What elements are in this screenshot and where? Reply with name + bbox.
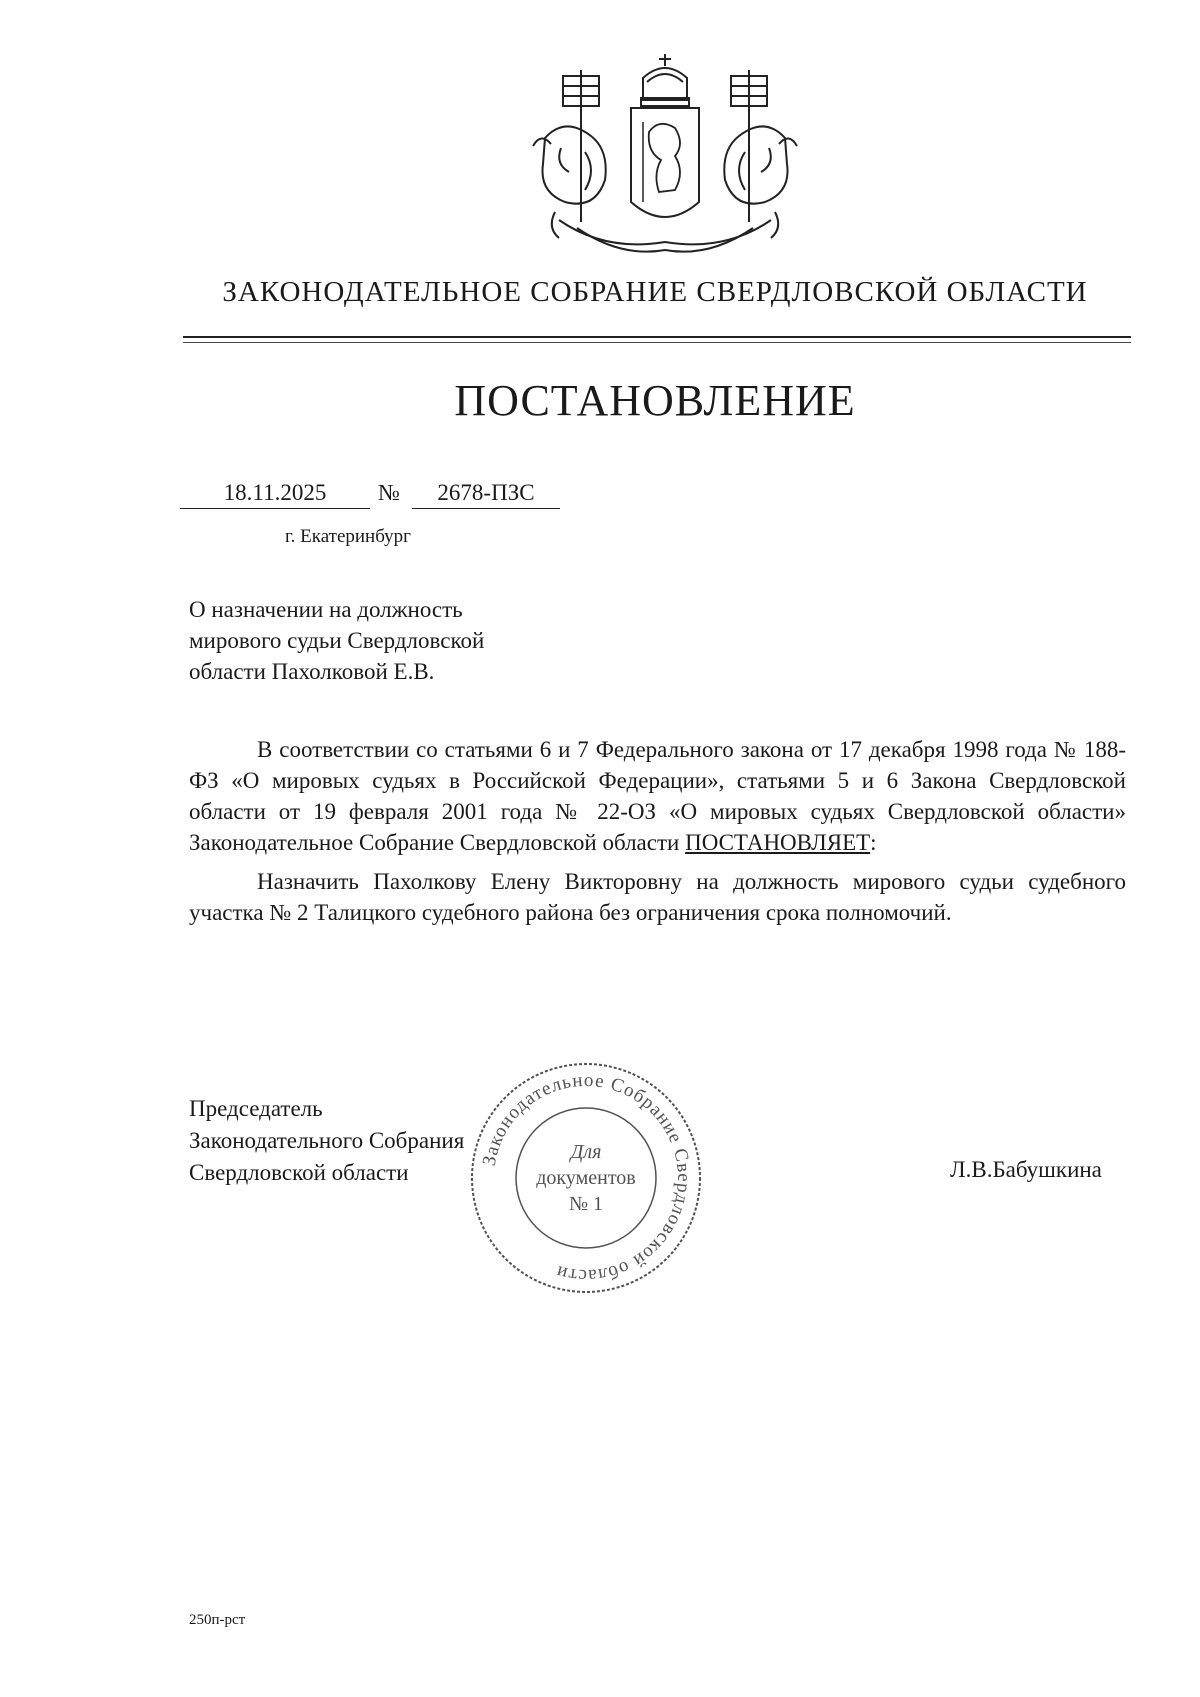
seal-ring-text: Законодательное Собрание Свердловской области [478,1069,695,1287]
paragraph-text: В соответствии со статьями 6 и 7 Федерального закона от 17 декабря 1998 года № 188-ФЗ «О мировых судьях в Российской Федерации», статьями 5 и 6 Закона Свердловской области от 19 февраля 2001 года № 22-ОЗ «О мировых судьях Свердловской области» Законодательное Собрание Свердловской области [189,737,1126,855]
number-sign: № [378,480,400,505]
document-city: г. Екатеринбург [285,526,411,547]
coat-of-arms-emblem [525,52,805,262]
header-rule [183,336,1131,338]
footer-code: 250п-рст [189,1612,246,1628]
document-number: 2678-ПЗС [412,478,560,509]
seal-stamp [466,1058,706,1298]
signatory-title [189,1093,464,1189]
organization-title: ЗАКОНОДАТЕЛЬНОЕ СОБРАНИЕ СВЕРДЛОВСКОЙ ОБЛАСТИ [222,276,1088,308]
signatory-title-line: Свердловской области [189,1160,409,1185]
seal-center-line: документов [536,1167,636,1189]
seal-center-line: № 1 [568,1193,604,1215]
resolution-keyword: ПОСТАНОВЛЯЕТ [685,830,871,855]
paragraph-colon: : [870,830,877,855]
document-date: 18.11.2025 [180,478,370,509]
signatory-title-line: Председатель [189,1096,323,1121]
signatory-name: Л.В.Бабушкина [950,1157,1102,1182]
body-paragraph: Назначить Пахолкову Елену Викторовну на должность мирового судьи судебного участка № 2 Талицкого судебного района без ограничения срока полномочий. [189,869,1126,925]
subject-line: О назначении на должность [189,597,463,622]
header-rule-thin [183,342,1131,343]
body-paragraph [189,734,1126,858]
signatory-title-line: Законодательного Собрания [189,1128,465,1153]
document-body [189,734,1126,936]
subject-line: мирового судьи Свердловской [189,628,485,653]
seal-center-line: Для [570,1141,602,1163]
document-type-title: ПОСТАНОВЛЕНИЕ [454,376,856,425]
subject-line: области Пахолковой Е.В. [189,659,435,684]
document-subject [189,594,609,687]
